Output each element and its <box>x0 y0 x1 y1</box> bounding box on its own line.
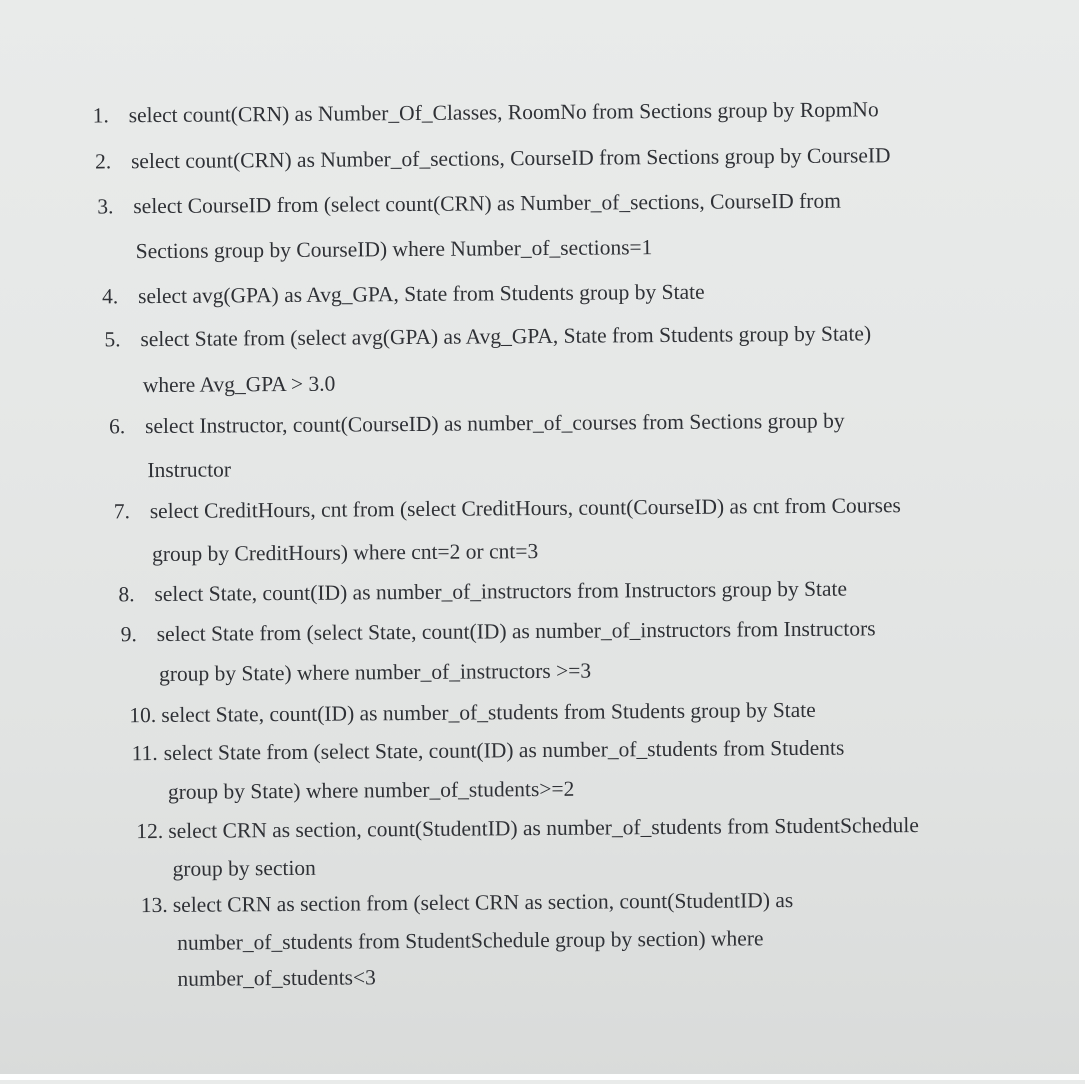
item-number: 10. <box>129 703 157 728</box>
query-line: select Instructor, count(CourseID) as number_of_courses from Sections group by <box>144 408 845 439</box>
query-line: number_of_students from StudentSchedule group by section) where <box>177 926 764 955</box>
query-line: Sections group by CourseID) where Number_of_sections=1 <box>135 235 653 264</box>
query-line: where Avg_GPA > 3.0 <box>142 371 336 398</box>
item-number: 12. <box>136 818 164 844</box>
query-line: select CreditHours, cnt from (select CreditHours, count(CourseID) as cnt from Courses <box>149 493 901 524</box>
query-line: group by CreditHours) where cnt=2 or cnt=3 <box>152 539 539 567</box>
query-line: select State, count(ID) as number_of_students from Students group by State <box>161 697 816 727</box>
query-line: select State, count(ID) as number_of_instructors from Instructors group by State <box>154 576 848 607</box>
query-line: select CourseID from (select count(CRN) as Number_of_sections, CourseID from <box>133 188 841 219</box>
query-line: group by section <box>172 855 316 881</box>
query-line: select CRN as section from (select CRN as section, count(StudentID) as <box>172 888 794 917</box>
item-number: 1. <box>92 103 109 128</box>
query-line: number_of_students<3 <box>177 965 376 991</box>
item-number: 2. <box>94 149 112 174</box>
page-edge <box>1079 0 1085 1080</box>
item-number: 3. <box>97 194 114 219</box>
item-number: 6. <box>109 414 126 439</box>
item-number: 7. <box>113 499 130 524</box>
query-line: select State from (select State, count(ID) as number_of_instructors from Instructors <box>156 616 876 647</box>
query-line: select avg(GPA) as Avg_GPA, State from Students group by State <box>137 279 705 309</box>
item-number: 9. <box>120 622 137 647</box>
query-line: Instructor <box>147 457 232 483</box>
query-line: select count(CRN) as Number_of_sections, CourseID from Sections group by CourseID <box>130 143 891 174</box>
query-line: group by State) where number_of_students>=2 <box>167 776 575 804</box>
query-line: select count(CRN) as Number_Of_Classes, RoomNo from Sections group by RopmNo <box>128 97 879 128</box>
item-number: 11. <box>131 741 158 766</box>
query-line: select State from (select avg(GPA) as Avg_GPA, State from Students group by State) <box>140 321 872 352</box>
item-number: 5. <box>104 327 121 352</box>
page-edge <box>0 1074 1085 1080</box>
item-number: 4. <box>101 284 119 309</box>
query-line: select State from (select State, count(ID) as number_of_students from Students <box>163 735 845 765</box>
query-line: select CRN as section, count(StudentID) as number_of_students from StudentSchedule <box>168 813 919 843</box>
query-line: group by State) where number_of_instructors >=3 <box>158 658 592 686</box>
item-number: 8. <box>118 582 135 607</box>
item-number: 13. <box>140 892 168 918</box>
